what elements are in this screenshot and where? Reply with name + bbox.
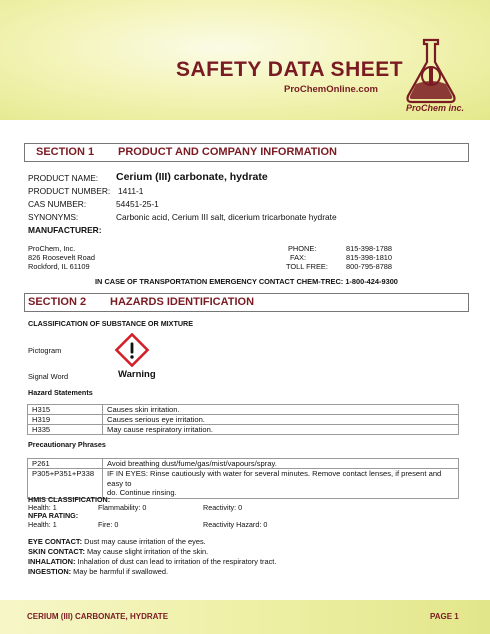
hazard-code: H315 (28, 405, 103, 415)
hmis-flammability: Flammability: 0 (98, 503, 147, 512)
product-name-value: Cerium (III) carbonate, hydrate (116, 171, 268, 183)
ingestion-text: May be harmful if swallowed. (71, 567, 169, 576)
toll-free-label: TOLL FREE: (286, 262, 328, 271)
document-title: SAFETY DATA SHEET (176, 58, 404, 81)
precaution-text-line-2: do. Continue rinsing. (107, 488, 177, 497)
toll-free-value: 800-795-8788 (346, 262, 393, 271)
nfpa-reactivity: Reactivity Hazard: 0 (203, 520, 268, 529)
address-line-1: ProChem, Inc. (28, 244, 76, 253)
skin-contact-line (28, 547, 208, 556)
section-2-number: SECTION 2 (28, 296, 87, 308)
table-row (28, 459, 459, 469)
precaution-code: P261 (28, 459, 103, 469)
precaution-text (103, 469, 459, 499)
precautionary-heading: Precautionary Phrases (28, 440, 106, 449)
exclamation-pictogram-icon (115, 333, 149, 367)
eye-contact-label: EYE CONTACT: (28, 537, 83, 546)
fax-value: 815-398-1810 (346, 253, 393, 262)
signal-word-label: Signal Word (28, 372, 69, 381)
manufacturer-label: MANUFACTURER: (28, 225, 102, 235)
table-row (28, 469, 459, 499)
hazard-statements-heading: Hazard Statements (28, 388, 93, 397)
cas-number-value: 54451-25-1 (116, 199, 159, 209)
address-line-3: Rockford, IL 61109 (28, 262, 90, 271)
phone-label: PHONE: (288, 244, 317, 253)
inhalation-line (28, 557, 276, 566)
hazard-text: May cause respiratory irritation. (103, 425, 459, 435)
nfpa-fire: Fire: 0 (98, 520, 119, 529)
table-row (28, 415, 459, 425)
precaution-code: P305+P351+P338 (28, 469, 103, 499)
skin-contact-text: May cause slight irritation of the skin. (84, 547, 209, 556)
section-2-title: HAZARDS IDENTIFICATION (110, 296, 255, 308)
eye-contact-text: Dust may cause irritation of the eyes. (82, 537, 206, 546)
synonyms-label: SYNONYMS: (28, 212, 79, 222)
inhalation-label: INHALATION: (28, 557, 76, 566)
product-number-value: 1411-1 (118, 186, 144, 196)
precaution-text-line-1: IF IN EYES: Rinse cautiously with water for several minutes. Remove contact lenses, if present and easy to (107, 469, 442, 488)
ingestion-label: INGESTION: (28, 567, 72, 576)
product-name-label: PRODUCT NAME: (28, 173, 99, 183)
prochem-flask-logo-icon (400, 36, 462, 106)
signal-word-value: Warning (118, 369, 156, 380)
phone-value: 815-398-1788 (346, 244, 393, 253)
precaution-text: Avoid breathing dust/fume/gas/mist/vapours/spray. (103, 459, 459, 469)
synonyms-value: Carbonic acid, Cerium III salt, dicerium tricarbonate hydrate (116, 212, 337, 222)
pictogram-label: Pictogram (28, 346, 62, 355)
emergency-contact: IN CASE OF TRANSPORTATION EMERGENCY CONTACT CHEM-TREC: 1-800-424-9300 (95, 277, 398, 286)
hmis-heading: HMIS CLASSIFICATION: (28, 495, 111, 504)
nfpa-heading: NFPA RATING: (28, 511, 79, 520)
fax-label: FAX: (290, 253, 307, 262)
hazard-code: H319 (28, 415, 103, 425)
table-row (28, 405, 459, 415)
product-number-label: PRODUCT NUMBER: (28, 186, 111, 196)
address-line-2: 826 Roosevelt Road (28, 253, 95, 262)
table-row (28, 425, 459, 435)
ingestion-line (28, 567, 168, 576)
eye-contact-line (28, 537, 206, 546)
cas-number-label: CAS NUMBER: (28, 199, 87, 209)
hmis-health: Health: 1 (28, 503, 57, 512)
section-1-title: PRODUCT AND COMPANY INFORMATION (118, 146, 337, 158)
footer-page-number: PAGE 1 (430, 612, 459, 621)
hazard-statements-table (27, 404, 459, 435)
hazard-text: Causes skin irritation. (103, 405, 459, 415)
inhalation-text: Inhalation of dust can lead to irritation of the respiratory tract. (75, 557, 277, 566)
footer-product-name: CERIUM (III) CARBONATE, HYDRATE (27, 612, 169, 621)
hmis-reactivity: Reactivity: 0 (203, 503, 243, 512)
logo-wordmark: ProChem inc. (406, 103, 465, 113)
hazard-code: H335 (28, 425, 103, 435)
section-1-number: SECTION 1 (36, 146, 95, 158)
classification-heading: CLASSIFICATION OF SUBSTANCE OR MIXTURE (28, 319, 194, 328)
nfpa-health: Health: 1 (28, 520, 57, 529)
skin-contact-label: SKIN CONTACT: (28, 547, 85, 556)
precautionary-table (27, 458, 459, 499)
website-url[interactable]: ProChemOnline.com (284, 84, 378, 95)
hazard-text: Causes serious eye irritation. (103, 415, 459, 425)
